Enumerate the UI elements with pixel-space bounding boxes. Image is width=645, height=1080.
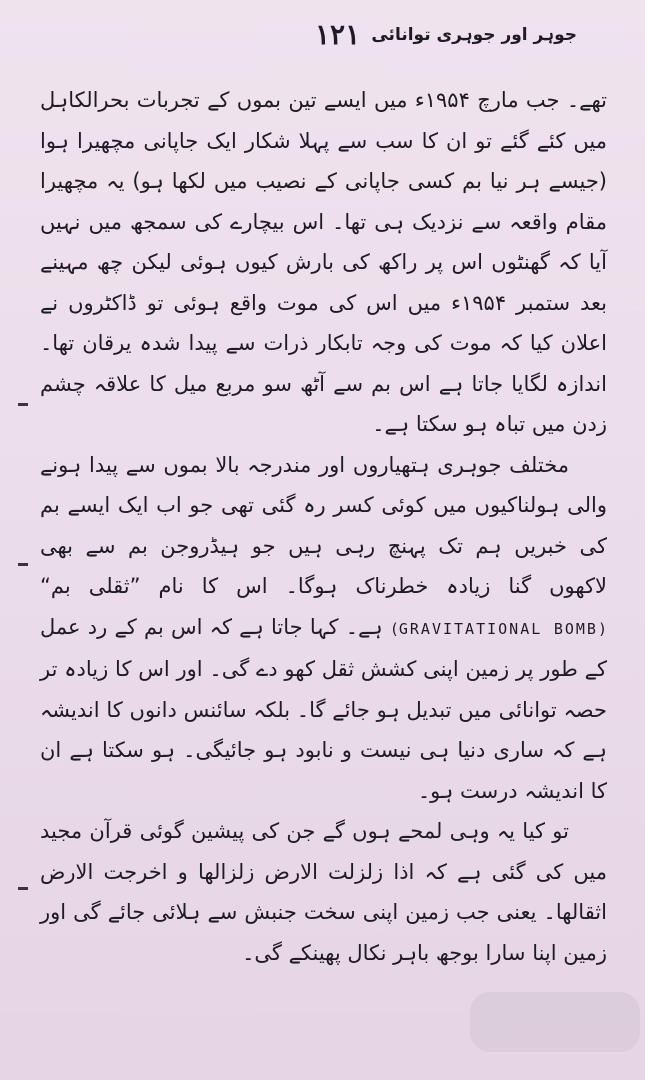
page-number: ۱۲۱	[315, 18, 361, 51]
paragraph-1: تھے۔ جب مارچ ۱۹۵۴ء میں ایسے تین بموں کے تجربات بحرالکاہل میں کئے گئے تو ان کا سب سے پہلا شکار ایک جاپانی مچھیرا ہوا (جیسے ہر نیا بم کسی جاپانی کے نصیب میں لکھا ہو) یہ مچھیرا مقام واقعہ سے نزدیک ہی تھا۔ اس بیچارے کی سمجھ میں نہیں آیا کہ گھنٹوں اس پر راکھ کی بارش کیوں ہوئی لیکن چھ مہینے بعد ستمبر ۱۹۵۴ء میں اس کی موت واقع ہوئی تو ڈاکٹروں نے اعلان کیا کہ موت کی وجہ تابکار ذرات سے پیدا شدہ یرقان تھا۔ اندازہ لگایا جاتا ہے اس بم سے آٹھ سو مربع میل کا علاقہ چشم زدن میں تباہ ہو سکتا ہے۔	[40, 88, 607, 436]
paragraph-2-text-end: ہے۔ کہا جاتا ہے کہ اس بم کے رد عمل کے طور پر زمین اپنی کشش ثقل کھو دے گی۔ اور اس کا زیادہ تر حصہ توانائی میں تبدیل ہو جائے گا۔ بلکہ سائنس دانوں کا اندیشہ ہے کہ ساری دنیا ہی نیست و نابود ہو جائیگی۔ ہو سکتا ہے ان کا اندیشہ درست ہو۔	[40, 614, 607, 803]
margin-tick-mark	[18, 563, 28, 566]
paragraph-2	[40, 445, 607, 812]
page-body	[40, 80, 607, 973]
running-title: جوہر اور جوہری توانائی	[371, 25, 577, 45]
margin-tick-mark	[18, 403, 28, 406]
page-header	[0, 18, 645, 54]
paragraph-3: تو کیا یہ وہی لمحے ہوں گے جن کی پیشین گوئی قرآن مجید میں کی گئی ہے کہ اذا زلزلت الارض زلزالھا و اخرجت الارض اثقالھا۔ یعنی جب زمین اپنی سخت جنبش سے ہلائی جائے گی اور زمین اپنا سارا بوجھ باہر نکال پھینکے گی۔	[40, 819, 607, 965]
paper-stain	[470, 992, 640, 1052]
gravitational-bomb-term: (GRAVITATIONAL BOMB)	[389, 619, 607, 638]
paragraph-2-text-start: مختلف جوہری ہتھیاروں اور مندرجہ بالا بموں سے پیدا ہونے والی ہولناکیوں میں کوئی کسر رہ گئی تھی جو اب ایک ایسے بم کی خبریں ہم تک پہنچ رہی ہیں جو ہیڈروجن بم سے بھی لاکھوں گنا زیادہ خطرناک ہوگا۔ اس کا نام ”ثقلی بم“	[40, 452, 607, 598]
margin-tick-mark	[18, 887, 28, 890]
